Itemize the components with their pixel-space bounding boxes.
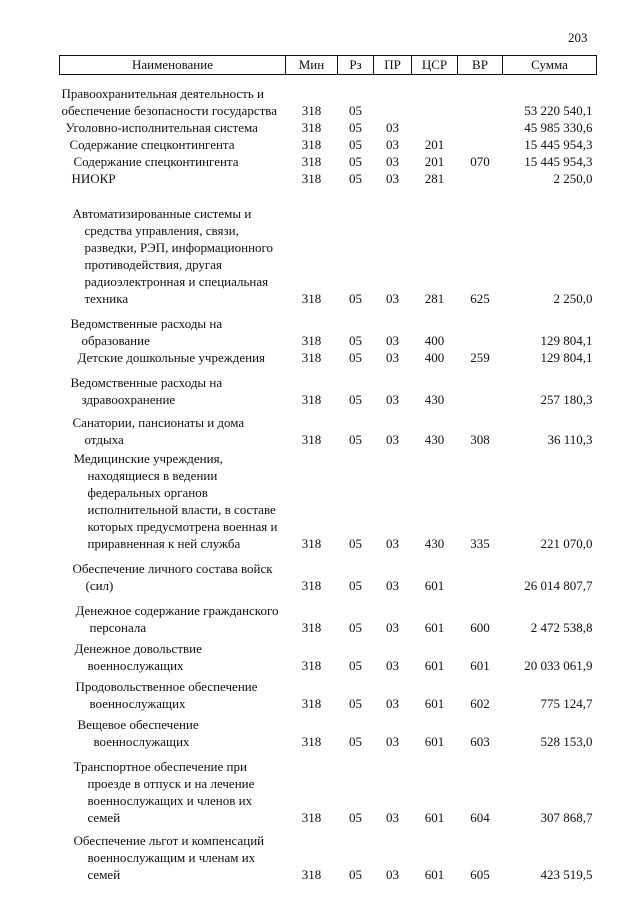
row-pr: 03 <box>386 810 399 825</box>
row-pr <box>374 75 412 120</box>
row-sum: 53 220 540,1 <box>524 103 593 118</box>
row-name: Продовольственное обеспечение военнослужащих <box>75 679 258 711</box>
table-row <box>60 153 597 170</box>
row-sum: 26 014 807,7 <box>524 578 593 593</box>
row-rz: 05 <box>349 137 362 152</box>
row-sum: 528 153,0 <box>540 734 593 749</box>
row-rz: 05 <box>349 333 362 348</box>
budget-table <box>59 55 597 883</box>
row-csr: 601 <box>424 810 445 825</box>
row-rz: 05 <box>349 120 362 135</box>
row-pr: 03 <box>386 120 399 135</box>
row-csr: 281 <box>424 291 445 306</box>
row-vr: 602 <box>470 696 490 711</box>
row-vr: 259 <box>470 350 490 365</box>
row-pr: 03 <box>386 734 399 749</box>
table-row <box>60 448 597 552</box>
header-rz: Рз <box>338 56 374 75</box>
row-csr <box>412 75 458 120</box>
row-min: 318 <box>301 696 322 711</box>
row-csr: 400 <box>424 333 445 348</box>
table-row <box>60 408 597 448</box>
row-min: 318 <box>301 734 322 749</box>
header-csr: ЦСР <box>412 56 458 75</box>
row-csr: 601 <box>424 696 445 711</box>
row-min: 318 <box>301 658 322 673</box>
row-min: 318 <box>301 810 322 825</box>
table-row <box>60 75 597 120</box>
row-name: Транспортное обеспечение при проезде в отпуск и на лечение военнослужащих и членов их семей <box>73 759 255 825</box>
row-rz: 05 <box>349 578 362 593</box>
row-sum: 775 124,7 <box>540 696 593 711</box>
row-pr: 03 <box>386 137 399 152</box>
row-vr <box>458 75 503 120</box>
row-pr: 03 <box>386 536 399 551</box>
row-rz: 05 <box>349 620 362 635</box>
row-sum: 2 250,0 <box>553 291 593 306</box>
row-pr: 03 <box>386 620 399 635</box>
row-sum: 307 868,7 <box>540 810 593 825</box>
row-sum: 423 519,5 <box>540 867 593 882</box>
row-name: Обеспечение льгот и компенсаций военнослужащим и членам их семей <box>73 833 265 882</box>
row-vr <box>458 552 503 594</box>
table-row <box>60 119 597 136</box>
table-row <box>60 170 597 187</box>
row-min: 318 <box>301 291 322 306</box>
row-sum: 257 180,3 <box>540 392 593 407</box>
header-row <box>60 56 597 75</box>
row-pr: 03 <box>386 291 399 306</box>
row-rz: 05 <box>349 154 362 169</box>
row-vr: 604 <box>470 810 490 825</box>
row-csr: 601 <box>424 578 445 593</box>
row-csr: 430 <box>424 432 445 447</box>
row-min: 318 <box>301 578 322 593</box>
row-name: Медицинские учреждения, находящиеся в ведении федеральных органов исполнительной власти, в составе которых предусмотрена военная и приравненная к ней служба <box>73 451 278 551</box>
row-sum: 36 110,3 <box>547 432 593 447</box>
row-pr: 03 <box>386 578 399 593</box>
row-min: 318 <box>301 137 322 152</box>
header-min: Мин <box>286 56 338 75</box>
row-csr: 601 <box>424 620 445 635</box>
row-csr <box>412 119 458 136</box>
row-name: Денежное содержание гражданского персонала <box>75 603 279 635</box>
row-rz: 05 <box>349 392 362 407</box>
row-name: Обеспечение личного состава войск (сил) <box>72 561 273 593</box>
row-vr <box>458 307 503 349</box>
row-csr: 601 <box>424 867 445 882</box>
row-pr: 03 <box>386 350 399 365</box>
row-pr: 03 <box>386 658 399 673</box>
table-row <box>60 712 597 750</box>
row-min: 318 <box>301 154 322 169</box>
row-vr <box>458 136 503 153</box>
row-sum: 20 033 061,9 <box>524 658 593 673</box>
table-row <box>60 366 597 408</box>
row-csr: 430 <box>424 536 445 551</box>
row-rz: 05 <box>349 696 362 711</box>
row-rz: 05 <box>349 103 362 118</box>
row-pr: 03 <box>386 154 399 169</box>
header-sum: Сумма <box>503 56 597 75</box>
row-rz: 05 <box>349 432 362 447</box>
row-vr: 603 <box>470 734 490 749</box>
row-sum: 2 472 538,8 <box>530 620 593 635</box>
row-sum: 221 070,0 <box>540 536 593 551</box>
row-csr: 400 <box>424 350 445 365</box>
row-name: Содержание спецконтингента <box>69 137 235 152</box>
row-sum: 2 250,0 <box>553 171 593 186</box>
row-pr: 03 <box>386 392 399 407</box>
row-min: 318 <box>301 171 322 186</box>
row-vr: 070 <box>470 154 490 169</box>
row-pr: 03 <box>386 867 399 882</box>
row-name: Вещевое обеспечение военнослужащих <box>77 717 199 749</box>
row-rz: 05 <box>349 867 362 882</box>
row-name: Ведомственные расходы на образование <box>70 316 223 348</box>
row-vr: 625 <box>470 291 490 306</box>
row-vr: 600 <box>470 620 490 635</box>
table-row <box>60 349 597 366</box>
row-sum: 129 804,1 <box>540 350 593 365</box>
row-min: 318 <box>301 120 322 135</box>
header-name: Наименование <box>60 56 286 75</box>
row-pr: 03 <box>386 432 399 447</box>
table-row <box>60 136 597 153</box>
row-csr: 281 <box>424 171 445 186</box>
page-number: 203 <box>568 30 588 45</box>
row-sum: 129 804,1 <box>540 333 593 348</box>
row-vr: 335 <box>470 536 490 551</box>
row-name: Уголовно-исполнительная система <box>65 120 258 135</box>
row-vr <box>458 170 503 187</box>
row-sum: 45 985 330,6 <box>524 120 593 135</box>
row-pr: 03 <box>386 333 399 348</box>
table-row <box>60 594 597 636</box>
table-row <box>60 552 597 594</box>
row-min: 318 <box>301 867 322 882</box>
header-vr: ВР <box>458 56 503 75</box>
row-pr: 03 <box>386 696 399 711</box>
row-vr: 308 <box>470 432 490 447</box>
row-pr: 03 <box>386 171 399 186</box>
row-min: 318 <box>301 536 322 551</box>
row-rz: 05 <box>349 658 362 673</box>
table-row <box>60 674 597 712</box>
row-csr: 601 <box>424 734 445 749</box>
row-rz: 05 <box>349 291 362 306</box>
row-sum: 15 445 954,3 <box>524 154 593 169</box>
row-csr: 601 <box>424 658 445 673</box>
row-vr <box>458 366 503 408</box>
table-row <box>60 307 597 349</box>
row-csr: 201 <box>424 137 445 152</box>
table-row <box>60 187 597 307</box>
row-rz: 05 <box>349 810 362 825</box>
row-min: 318 <box>301 350 322 365</box>
row-min: 318 <box>301 333 322 348</box>
header-pr: ПР <box>374 56 412 75</box>
row-name: Ведомственные расходы на здравоохранение <box>70 375 223 407</box>
row-vr: 601 <box>470 658 490 673</box>
row-min: 318 <box>301 392 322 407</box>
row-name: Автоматизированные системы и средства управления, связи, разведки, РЭП, информационного противодействия, другая радиоэлектронная и специальная техника <box>72 206 274 306</box>
row-name: Правоохранительная деятельность и обеспечение безопасности государства <box>61 86 278 118</box>
row-name: Санатории, пансионаты и дома отдыха <box>72 415 245 447</box>
row-vr <box>458 119 503 136</box>
table-row <box>60 636 597 674</box>
row-name: НИОКР <box>71 171 116 186</box>
table-row <box>60 750 597 826</box>
table-row <box>60 826 597 883</box>
row-rz: 05 <box>349 536 362 551</box>
row-name: Детские дошкольные учреждения <box>77 350 266 365</box>
row-csr: 430 <box>424 392 445 407</box>
row-rz: 05 <box>349 171 362 186</box>
row-min: 318 <box>301 620 322 635</box>
row-min: 318 <box>301 103 322 118</box>
row-sum: 15 445 954,3 <box>524 137 593 152</box>
row-min: 318 <box>301 432 322 447</box>
row-name: Содержание спецконтингента <box>73 154 239 169</box>
row-rz: 05 <box>349 734 362 749</box>
row-vr: 605 <box>470 867 490 882</box>
row-csr: 201 <box>424 154 445 169</box>
row-name: Денежное довольствие военнослужащих <box>74 641 202 673</box>
row-rz: 05 <box>349 350 362 365</box>
